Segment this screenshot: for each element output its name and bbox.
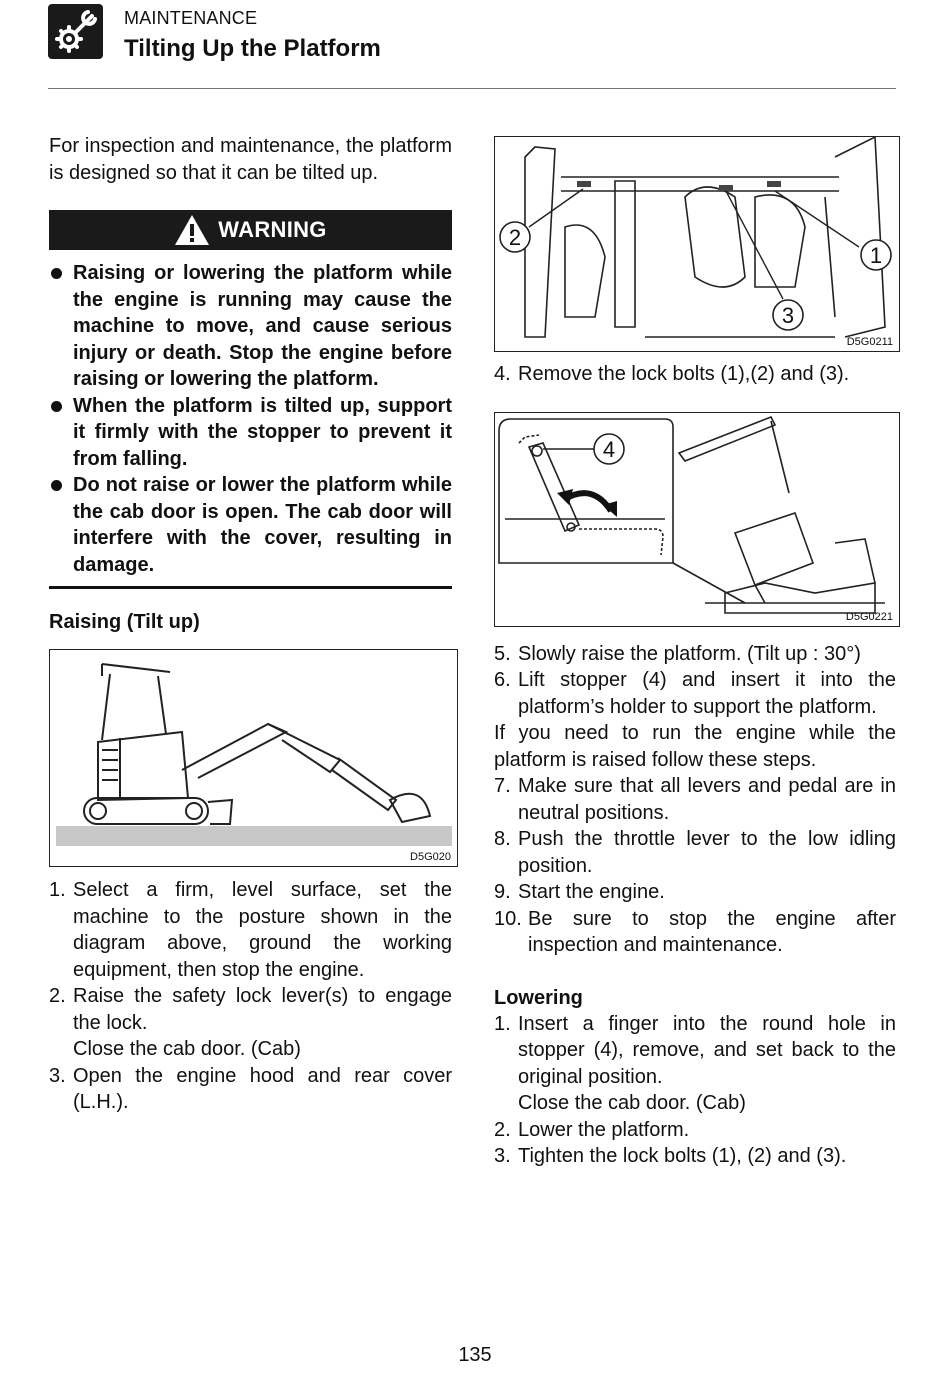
list-item (494, 667, 896, 720)
step-text: Insert a finger into the round hole in stopper (4), remove, and set back to the original position. (518, 1012, 896, 1088)
list-item (494, 906, 896, 959)
step-number: 6. (494, 669, 511, 691)
step-text: Be sure to stop the engine after inspection and maintenance. (528, 907, 896, 956)
list-item (494, 1011, 896, 1117)
step-text: Make sure that all levers and pedal are in neutral positions. (518, 775, 896, 824)
callout-4: 4 (602, 436, 616, 462)
step-text: Tighten the lock bolts (1), (2) and (3). (518, 1145, 847, 1167)
lowering-steps (494, 1011, 896, 1170)
lock-bolts-figure (494, 136, 900, 352)
warning-item: When the platform is tilted up, support it firmly with the stopper to prevent it from falling. (49, 393, 452, 473)
step-text: Raise the safety lock lever(s) to engage the lock. (73, 985, 452, 1034)
step-number: 3. (494, 1145, 511, 1167)
step-text: Slowly raise the platform. (Tilt up : 30°) (518, 642, 861, 665)
list-item (494, 826, 896, 879)
figure-code: D5G020 (410, 851, 451, 863)
step-number: 2. (494, 1118, 511, 1141)
list-item (494, 361, 896, 388)
raising-steps (49, 877, 452, 1116)
excavator-illustration (50, 650, 457, 866)
platform-tilt-illustration (495, 413, 899, 626)
list-item (49, 1063, 452, 1116)
bolt-step (494, 361, 896, 388)
wrench-gear-icon (48, 4, 103, 59)
list-item (494, 879, 896, 906)
list-item (49, 877, 452, 983)
engine-steps (494, 773, 896, 959)
step-number: 3. (49, 1064, 66, 1087)
step-extra: Close the cab door. (Cab) (73, 1038, 301, 1060)
engine-note: If you need to run the engine while the platform is raised follow these steps. (494, 722, 896, 771)
step-number: 4. (494, 363, 511, 385)
intro-text: For inspection and maintenance, the platform is designed so that it can be tilted up. (49, 135, 452, 184)
step-text: Lower the platform. (518, 1118, 690, 1141)
stopper-figure (494, 412, 900, 627)
right-column (494, 133, 896, 1170)
step-text: Start the engine. (518, 881, 665, 903)
lowering-heading: Lowering (494, 986, 583, 1009)
header-divider (48, 88, 896, 89)
step-extra: Close the cab door. (Cab) (518, 1092, 746, 1114)
list-item (494, 641, 896, 668)
raising-heading: Raising (Tilt up) (49, 611, 200, 633)
step-number: 5. (494, 642, 511, 665)
warning-item: Do not raise or lower the platform while the cab door is open. The cab door will interfere with the cover, resulting in damage. (49, 472, 452, 578)
section-label: MAINTENANCE (124, 8, 258, 28)
warning-triangle-icon (174, 214, 210, 246)
page-title: Tilting Up the Platform (124, 35, 381, 62)
warning-list (49, 260, 452, 578)
figure-code: D5G0221 (845, 610, 893, 623)
step-text: Push the throttle lever to the low idling position. (518, 828, 896, 877)
list-item (494, 773, 896, 826)
warning-label: WARNING (218, 217, 327, 242)
list-item (494, 1117, 896, 1144)
step-text: Select a firm, level surface, set the machine to the posture shown in the diagram above, ground the working equipment, then stop the engine. (73, 879, 452, 981)
step-number: 1. (494, 1012, 511, 1035)
step-number: 7. (494, 775, 511, 797)
step-number: 8. (494, 828, 511, 850)
left-column (49, 133, 452, 1116)
page-number: 135 (458, 1344, 492, 1366)
step-number: 2. (49, 985, 66, 1007)
step-text: Open the engine hood and rear cover (L.H.). (73, 1064, 452, 1113)
excavator-figure (49, 649, 458, 867)
figure-code: D5G0211 (846, 336, 893, 348)
step-number: 1. (49, 879, 66, 901)
list-item (49, 983, 452, 1063)
callout-3: 3 (781, 303, 795, 328)
list-item (494, 1143, 896, 1170)
step-number: 9. (494, 881, 511, 903)
tilt-steps (494, 641, 896, 721)
warning-banner (49, 210, 452, 250)
warning-item: Raising or lowering the platform while the engine is running may cause the machine to move, and cause serious injury or death. Stop the engine before raising or lowering the platform. (49, 260, 452, 393)
callout-2: 2 (508, 225, 522, 250)
warning-divider (49, 586, 452, 589)
step-text: Remove the lock bolts (1),(2) and (3). (518, 363, 850, 385)
step-number: 10. (494, 907, 522, 930)
callout-1: 1 (869, 243, 883, 268)
step-text: Lift stopper (4) and insert it into the platform’s holder to support the platform. (518, 669, 896, 718)
engine-bay-illustration (495, 137, 899, 351)
